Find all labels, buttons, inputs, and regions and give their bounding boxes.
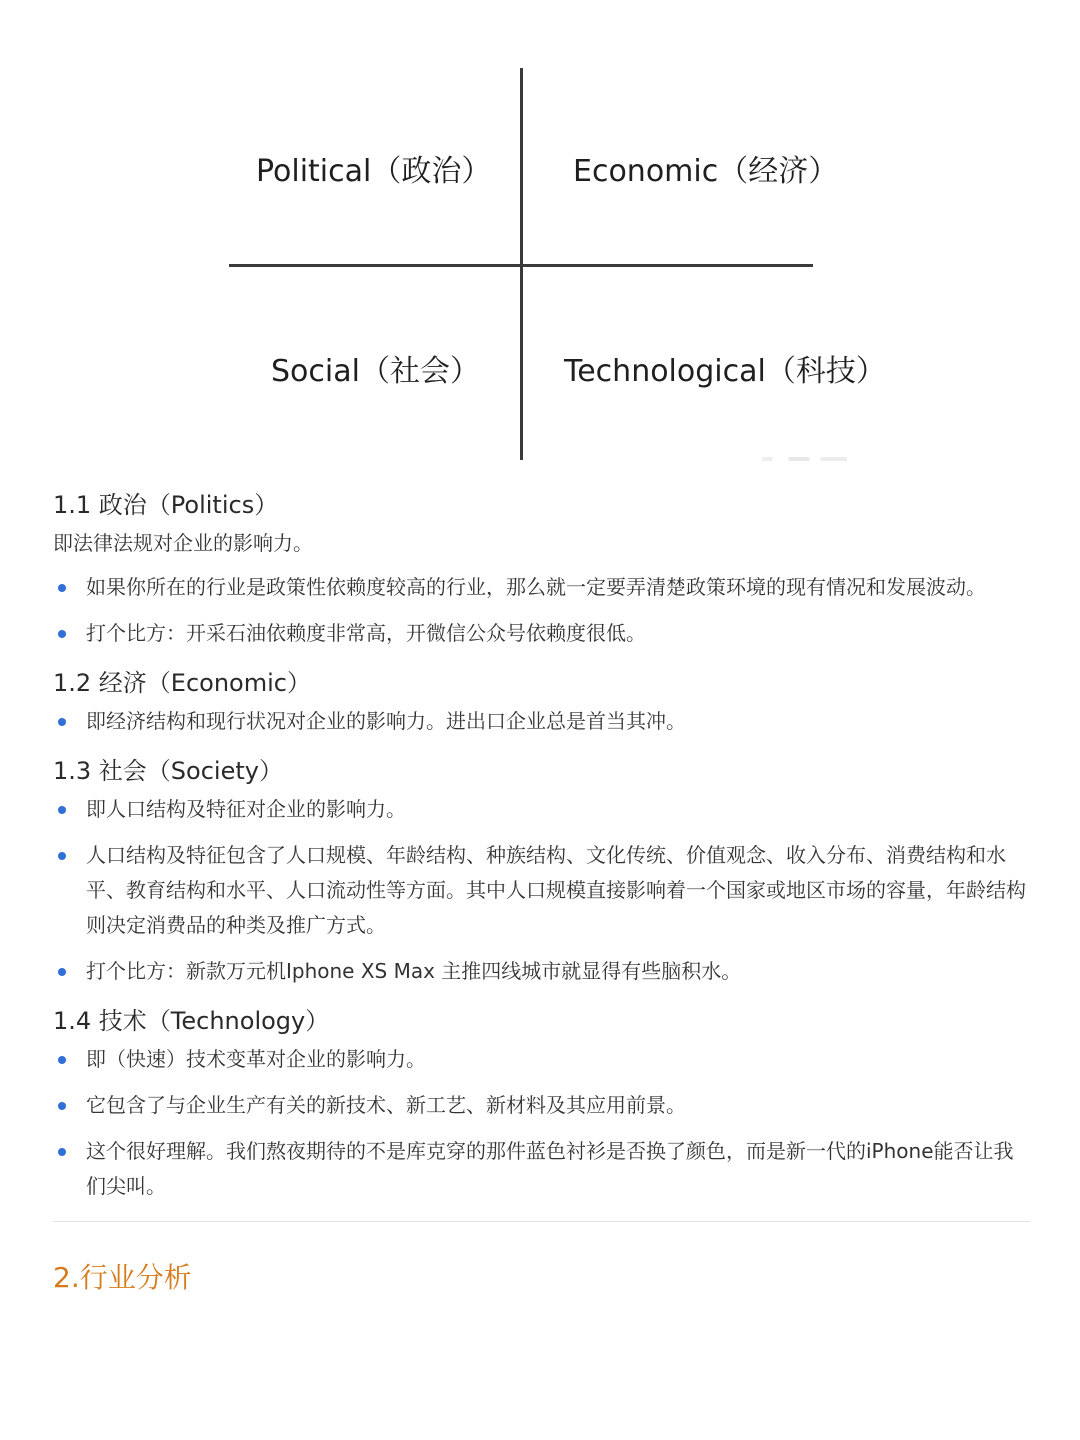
section-divider (53, 1221, 1030, 1222)
bullet-list (53, 1042, 1033, 1204)
list-item-text: 即（快速）技术变革对企业的影响力。 (86, 1047, 426, 1071)
list-item-text: 打个比方：开采石油依赖度非常高，开微信公众号依赖度很低。 (86, 621, 646, 645)
list-item (53, 792, 1033, 827)
list-item (53, 570, 1033, 605)
list-item (53, 954, 1033, 989)
quadrant-political: Political（政治） (256, 154, 492, 189)
bullet-dot-icon (58, 1056, 66, 1064)
list-item-text: 它包含了与企业生产有关的新技术、新工艺、新材料及其应用前景。 (86, 1093, 686, 1117)
section-heading: 1.3 社会（Society） (53, 757, 283, 785)
section-technology (53, 1000, 1033, 1204)
bullet-dot-icon (58, 806, 66, 814)
bullet-dot-icon (58, 630, 66, 638)
bullet-dot-icon (58, 1148, 66, 1156)
section-heading: 1.2 经济（Economic） (53, 669, 311, 697)
bullet-dot-icon (58, 584, 66, 592)
list-item (53, 838, 1033, 943)
list-item (53, 1134, 1033, 1204)
bullet-list (53, 792, 1033, 989)
list-item-text: 即经济结构和现行状况对企业的影响力。进出口企业总是首当其冲。 (86, 709, 686, 733)
list-item (53, 616, 1033, 651)
list-item-text: 打个比方：新款万元机Iphone XS Max 主推四线城市就显得有些脑积水。 (86, 959, 742, 983)
list-item-text: 这个很好理解。我们熬夜期待的不是库克穿的那件蓝色衬衫是否换了颜色，而是新一代的iPhone能否让我们尖叫。 (86, 1139, 1014, 1198)
quadrant-social: Social（社会） (271, 354, 480, 389)
section-heading: 1.1 政治（Politics） (53, 491, 279, 519)
pest-diagram (0, 0, 1080, 470)
quadrant-economic: Economic（经济） (573, 154, 839, 189)
quadrant-technological: Technological（科技） (564, 354, 886, 389)
image-artifact (762, 457, 868, 461)
list-item-text: 即人口结构及特征对企业的影响力。 (86, 797, 406, 821)
list-item (53, 1088, 1033, 1123)
horizontal-axis-line (229, 264, 813, 267)
bullet-dot-icon (58, 852, 66, 860)
section-heading: 1.4 技术（Technology） (53, 1007, 330, 1035)
next-section-heading: 2.行业分析 (53, 1261, 192, 1294)
article-body (53, 482, 1033, 1298)
section-society (53, 750, 1033, 989)
list-item-text: 如果你所在的行业是政策性依赖度较高的行业，那么就一定要弄清楚政策环境的现有情况和发展波动。 (86, 575, 986, 599)
bullet-dot-icon (58, 718, 66, 726)
bullet-dot-icon (58, 968, 66, 976)
bullet-list (53, 570, 1033, 651)
list-item (53, 704, 1033, 739)
section-politics (53, 484, 1033, 651)
section-intro: 即法律法规对企业的影响力。 (53, 531, 313, 555)
bullet-list (53, 704, 1033, 739)
list-item (53, 1042, 1033, 1077)
bullet-dot-icon (58, 1102, 66, 1110)
list-item-text: 人口结构及特征包含了人口规模、年龄结构、种族结构、文化传统、价值观念、收入分布、消费结构和水平、教育结构和水平、人口流动性等方面。其中人口规模直接影响着一个国家或地区市场的容量，年龄结构则决定消费品的种类及推广方式。 (86, 843, 1026, 937)
section-economic (53, 662, 1033, 739)
